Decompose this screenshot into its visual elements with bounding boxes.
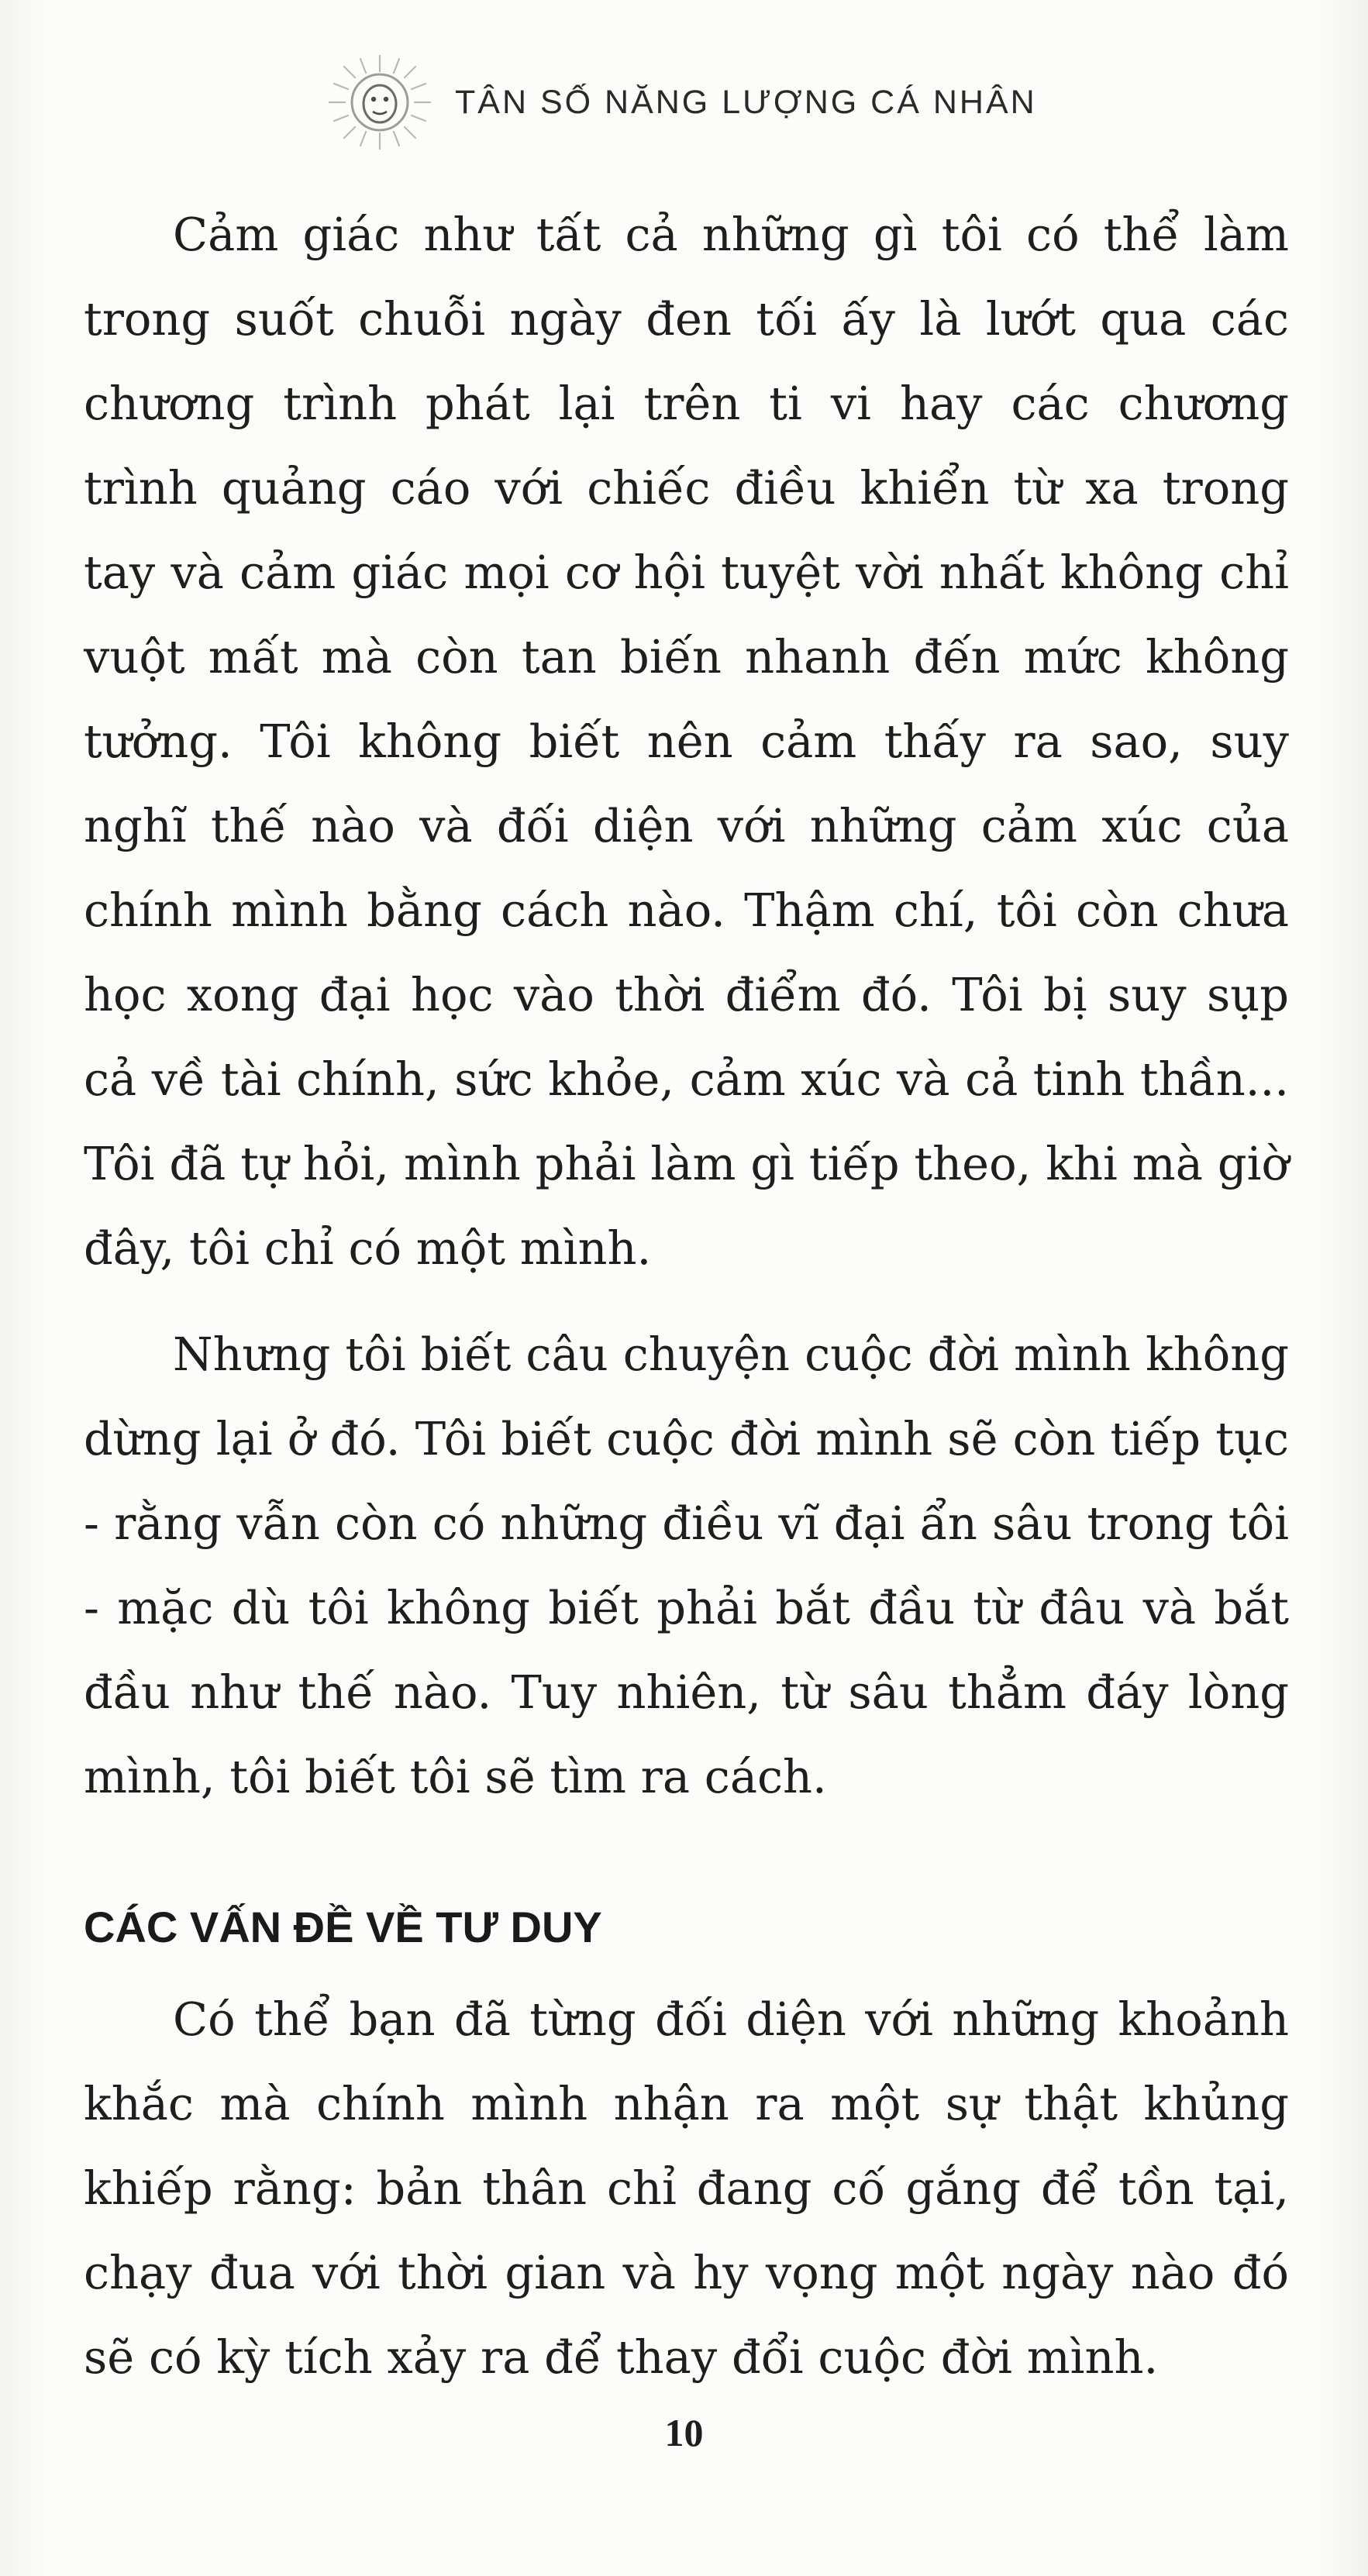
- running-header-title: TÂN SỐ NĂNG LƯỢNG CÁ NHÂN: [455, 83, 1037, 121]
- sun-face-icon: [322, 48, 438, 157]
- page-number: 10: [664, 2411, 704, 2454]
- running-header: [337, 71, 1037, 133]
- section-paragraph: Có thể bạn đã từng đối diện với những khoảnh khắc mà chính mình nhận ra một sự thật khủng khiếp rằng: bản thân chỉ đang cố gắng để tồn tại, chạy đua với thời gian và hy vọng một ngày nào đó sẽ có kỳ tích xảy ra để thay đổi cuộc đời mình.: [84, 1992, 1289, 2384]
- page-body: [84, 192, 1289, 2399]
- paragraph: Nhưng tôi biết câu chuyện cuộc đời mình không dừng lại ở đó. Tôi biết cuộc đời mình sẽ còn tiếp tục - rằng vẫn còn có những điều vĩ đại ẩn sâu trong tôi - mặc dù tôi không biết phải bắt đầu từ đâu và bắt đầu như thế nào. Tuy nhiên, từ sâu thẳm đáy lòng mình, tôi biết tôi sẽ tìm ra cách.: [84, 1328, 1289, 1803]
- section-heading: CÁC VẤN ĐỀ VỀ TƯ DUY: [84, 1903, 602, 1951]
- paragraph: Cảm giác như tất cả những gì tôi có thể làm trong suốt chuỗi ngày đen tối ấy là lướt qua các chương trình phát lại trên ti vi hay các chương trình quảng cáo với chiếc điều khiển từ xa trong tay và cảm giác mọi cơ hội tuyệt vời nhất không chỉ vuột mất mà còn tan biến nhanh đến mức không tưởng. Tôi không biết nên cảm thấy ra sao, suy nghĩ thế nào và đối diện với những cảm xúc của chính mình bằng cách nào. Thậm chí, tôi còn chưa học xong đại học vào thời điểm đó. Tôi bị suy sụp cả về tài chính, sức khỏe, cảm xúc và cả tinh thần... Tôi đã tự hỏi, mình phải làm gì tiếp theo, khi mà giờ đây, tôi chỉ có một mình.: [84, 208, 1289, 1275]
